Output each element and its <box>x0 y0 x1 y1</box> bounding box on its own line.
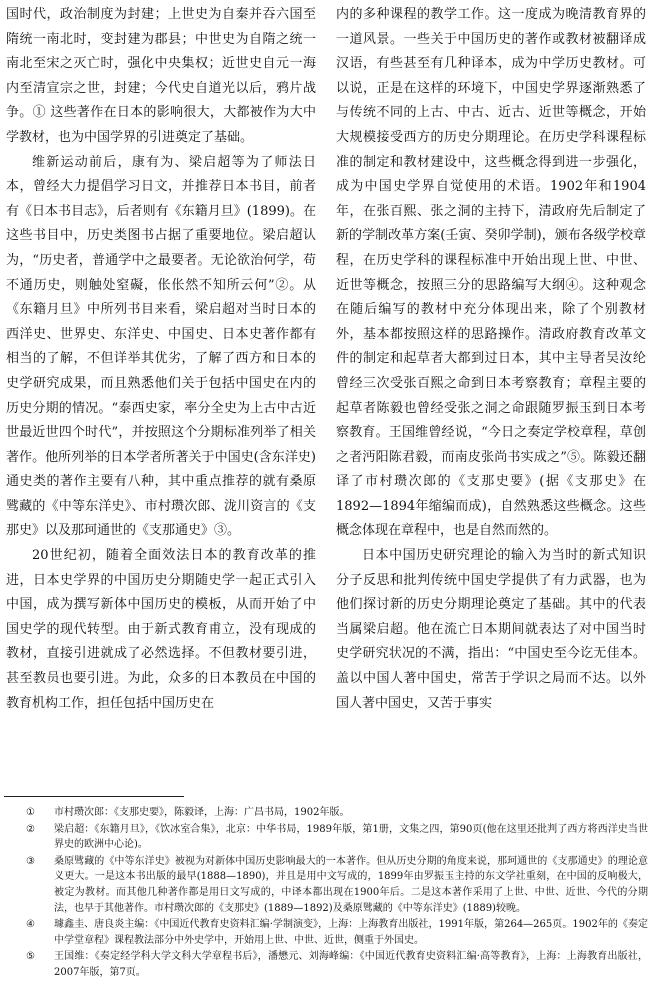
footnote-item <box>4 949 648 980</box>
footnote-number: ④ <box>26 919 35 931</box>
footnote-text: 桑原骘藏的《中等东洋史》被视为对新体中国历史影响最大的一本著作。但从历史分期的角度来说，那珂通世的《支那通史》的理论意义更大。一是这本书出版的最早(1888—1890)，并且是用中文写成的，1899年由罗振玉主持的东文学社重刻，在中国的反响极大，被定为教材。而其他几种著作都是用日文写成的，中译本都出现在1900年后。二是这本著作采用了上世、中世、近世、今代的分期法，也早于其他著作。市村瓒次郎的《支那史》(1889—1892)及桑原骘藏的《中等东洋史》(1889)较晚。 <box>54 855 648 914</box>
footnotes <box>4 805 648 982</box>
footnote-item <box>4 822 648 853</box>
footnote-item <box>4 917 648 948</box>
paragraph: 维新运动前后，康有为、梁启超等为了师法日本，曾经大力提倡学习日文，并推荐日本书目，前者有《日本书目志》，后者则有《东籍月旦》(1899)。在这些书目中，历史类图书占据了重要地位。梁启超认为，“历史者，普通学中之最要者。无论欲治何学，苟不通历史，则触处窒礙，伥伥然不知所云何”②。从《东籍月旦》中所列书目来看，梁启超对当时日本的西洋史、世界史、东洋史、中国史、日本史著作都有相当的了解，不但详举其优劣，了解了西方和日本的史学研究成果，而且熟悉他们关于包括中国史在内的历史分期的情况。“泰西史家，率分全史为上古中古近世最近世四个时代”，并按照这个分期标准列举了相关著作。他所列举的日本学者所著关于中国史(含东洋史)通史类的著作主要有八种，其中重点推荐的就有桑原骘藏的《中等东洋史》、市村瓒次郎、泷川资言的《支那史》以及那珂通世的《支那通史》③。 <box>6 154 316 539</box>
right-text-column <box>336 3 646 716</box>
paragraph: 内的多种课程的教学工作。这一度成为晚清教育界的一道风景。一些关于中国历史的著作或教材被翻译成汉语，有些甚至有几种译本，成为中学历史教材。可以说，正是在这样的环境下，中国史学界逐渐熟悉了与传统不同的上古、中古、近古、近世等概念，开始大规模接受西方的历史分期理论。在历史学科课程标准的制定和教材建设中，这些概念得到进一步强化，成为中国史学界自觉使用的术语。1902年和1904年，在张百熙、张之洞的主持下，清政府先后制定了新的学制改革方案(壬寅、癸卯学制)，颁布各级学校章程，在历史学科的课程标准中开始出现上世、中世、近世等概念，按照三分的思路编写大纲④。这种观念在随后编写的教材中充分体现出来，除了个别教材外，基本都按照这样的思路操作。清政府教育改革文件的制定和起草者大都到过日本，其中主导者吴汝纶曾经三次受张百熙之命到日本考察教育；章程主要的起草者陈毅也曾经受张之洞之命跟随罗振玉到日本考察教育。王国维曾经说，“今日之奏定学校章程，草创之者沔阳陈君毅，而南皮张尚书实成之”⑤。陈毅还翻译了市村瓒次郎的《支那史要》(据《支那史》在1892—1894年缩编而成)，自然熟悉这些概念。这些概念体现在章程中，也是自然而然的。 <box>336 7 646 539</box>
paragraph: 日本中国历史研究理论的输入为当时的新式知识分子反思和批判传统中国史学提供了有力武器，也为他们探讨新的历史分期理论奠定了基础。其中的代表当属梁启超。他在流亡日本期间就表达了对中国当时史学研究状况的不满，指出：“中国史至今讫无佳本。盖以中国人著中国史，常苦于学识之局而不达。以外国人著中国史，又苦于事实 <box>336 548 646 711</box>
paragraph: 20世纪初，随着全面效法日本的教育改革的推进，日本史学界的中国历史分期随史学一起正式引入中国，成为撰写新体中国历史的模板，从而开始了中国史学的现代转型。由于新式教育甫立，没有现成的教材，直接引进就成了必然选择。不但教材要引进，甚至教员也要引进。为此，众多的日本教员在中国的教育机构工作，担任包括中国历史在 <box>6 548 316 711</box>
footnote-text: 市村瓒次郎：《支那史要》，陈毅译，上海：广昌书局，1902年版。 <box>54 807 350 818</box>
footnote-text: 王国维：《奏定经学科大学文科大学章程书后》，潘懋元、刘海峰编：《中国近代教育史资料汇编·高等教育》，上海：上海教育出版社，2007年版，第7页。 <box>54 951 648 978</box>
footnote-item <box>4 805 648 821</box>
paragraph: 国时代，政治制度为封建；上世史为自秦并吞六国至隋统一南北时，变封建为郡县；中世史为自隋之统一南北至宋之灭亡时，强化中央集权；近世史自元一海内至清宣宗之世，封建；今代史自道光以后，鸦片战争。① 这些著作在日本的影响很大，大都被作为大中学教材，也为中国学界的引进奠定了基础。 <box>6 7 316 145</box>
footnote-number: ③ <box>26 855 35 867</box>
left-text-column <box>6 3 316 716</box>
footnote-number: ⑤ <box>26 951 35 963</box>
footnote-divider <box>4 796 184 797</box>
footnote-text: 梁启超：《东籍月旦》，《饮冰室合集》，北京：中华书局，1989年版，第1册，文集之四，第90页(他在这里还批判了西方将西洋史当世界史的欧洲中心论)。 <box>54 823 648 851</box>
footnote-number: ② <box>26 823 35 835</box>
footnote-item <box>4 854 648 916</box>
footnote-text: 璩鑫圭、唐良炎主编：《中国近代教育史资料汇编·学制演变》，上海：上海教育出版社，1991年版，第264—265页。1902年的《奏定中学堂章程》课程教法部分中外史学中，开始用上世、中世、近世，侧重于外国史。 <box>54 919 648 946</box>
footnote-number: ① <box>26 807 35 818</box>
